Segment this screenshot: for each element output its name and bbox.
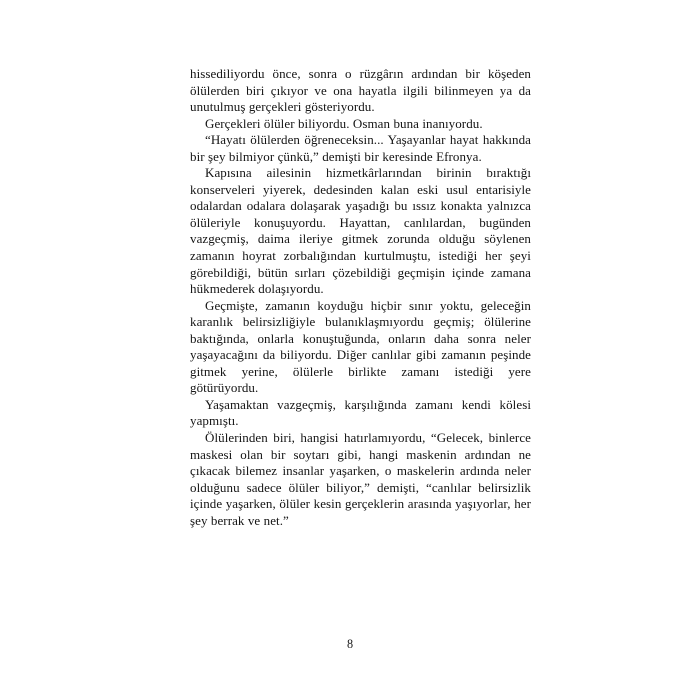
paragraph-7-quoted: Ölülerinden biri, hangisi hatırlamıyordu, “Gelecek, binlerce maskesi olan bir soytarı gibi, hangi maskenin ardından ne çıkacak bilemez insanlar yaşarken, o maskelerin ardında neler olduğunu sadece ölüler biliyor,” demişti, “canlılar belirsizlik içinde yaşarken, ölüler kesin gerçeklerin arasında yaşıyorlar, her şey berrak ve net.” — [190, 430, 531, 528]
paragraph-1: hissediliyordu önce, sonra o rüzgârın ardından bir köşeden ölülerden biri çıkıyor ve ona hayatla ilgili bilinmeyen ya da unutulmuş gerçekleri gösteriyordu. — [190, 66, 531, 115]
paragraph-5: Geçmişte, zamanın koyduğu hiçbir sınır yoktu, geleceğin karanlık belirsizliğiyle bulanıklaşmıyordu geçmiş; ölülerine baktığında, onlarla konuştuğunda, onların daha sonra neler yaşayacağını da biliyordu. Diğer canlılar gibi zamanın peşinde gitmek yerine, ölülerle birlikte zamanı istediği yere götürüyordu. — [190, 297, 531, 396]
paragraph-2: Gerçekleri ölüler biliyordu. Osman buna inanıyordu. — [205, 115, 483, 131]
page-text-block — [190, 66, 531, 529]
paragraph-6: Yaşamaktan vazgeçmiş, karşılığında zamanı kendi kölesi yapmıştı. — [190, 396, 531, 429]
page-number-folio: 8 — [346, 637, 354, 651]
paragraph-4: Kapısına ailesinin hizmetkârlarından birinin bıraktığı konserveleri yiyerek, dedesinden kalan eski usul entarisiyle odalardan odalara dolaşarak yaşadığı bu ıssız konakta yalnızca ölüleriyle konuşuyordu. Hayattan, canlılardan, bugünden vazgeçmiş, daima ileriye gitmek zorunda olduğu söylenen zamanın hoyrat zorbalığından kurtulmuştu, istediği her şeyi görebildiği, bütün sırları çözebildiği geçmişin içinde zamana hükmederek dolaşıyordu. — [190, 165, 531, 297]
paragraph-3: “Hayatı ölülerden öğreneceksin... Yaşayanlar hayat hakkında bir şey bilmiyor çünkü,” demişti bir keresinde Efronya. — [190, 132, 531, 164]
